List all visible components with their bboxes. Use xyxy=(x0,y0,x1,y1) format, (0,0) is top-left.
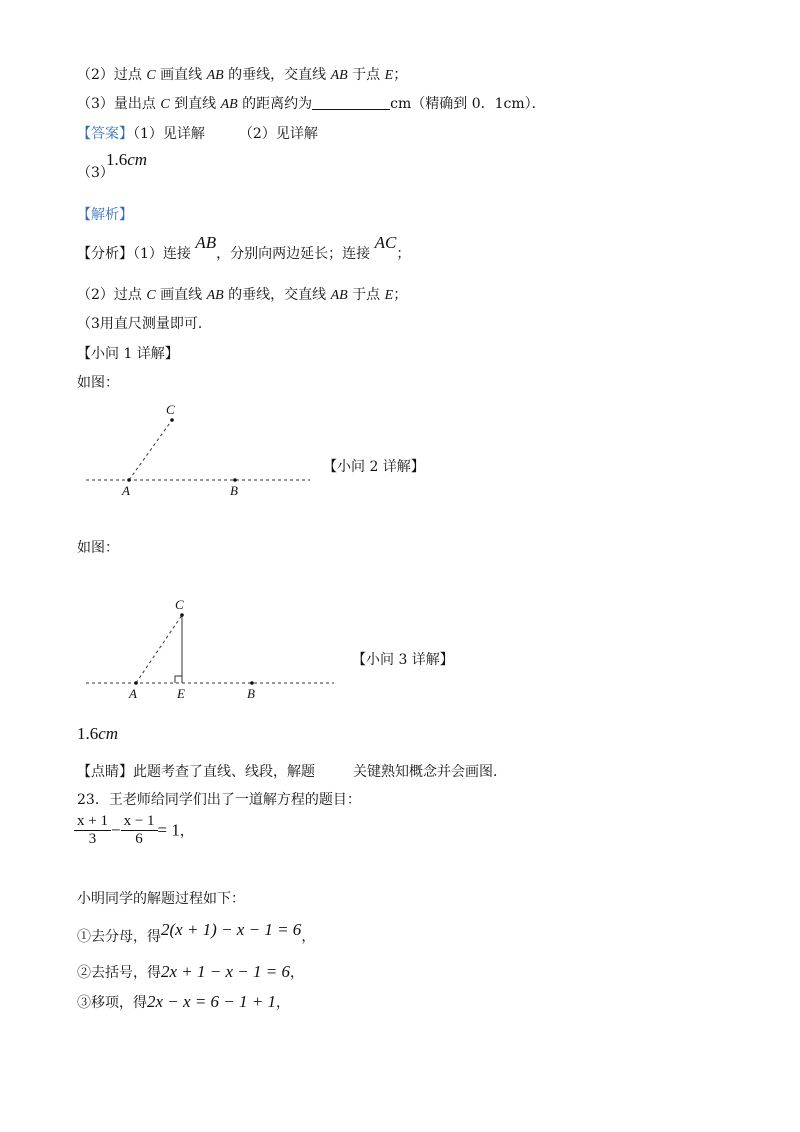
label-c: C xyxy=(175,597,184,612)
point-c xyxy=(170,418,174,422)
q23-step3: ③移项，得2x − x = 6 − 1 + 1， xyxy=(77,992,290,1011)
point-b xyxy=(233,478,237,482)
label-a: A xyxy=(122,483,130,498)
sub1-label: 【小问 1 详解】 xyxy=(77,346,179,362)
q-part3-line: （3）量出点 C 到直线 AB 的距离约为 cm（精确到 0．1cm）． xyxy=(77,96,546,112)
right-angle-mark xyxy=(175,676,182,683)
fenxi-line1: 【分析】（1）连接 AB，分别向两边延长；连接 AC； xyxy=(77,233,411,262)
q23-process: 小明同学的解题过程如下： xyxy=(77,891,245,907)
point-c xyxy=(180,613,184,617)
answer-line: 【答案】（1）见详解 （2）见详解 xyxy=(77,126,318,142)
q23-step2: ②去括号，得2x + 1 − x − 1 = 6， xyxy=(77,962,304,981)
label-c: C xyxy=(166,402,175,417)
point-a xyxy=(127,478,131,482)
segment-ac xyxy=(129,420,172,480)
fenxi-line3: （3用直尺测量即可． xyxy=(77,316,212,332)
answer-blank xyxy=(312,95,390,110)
q-part2-line: （2）过点 C 画直线 AB 的垂线，交直线 AB 于点 E； xyxy=(77,67,408,83)
q23-step1: ①去分母，得2(x + 1) − x − 1 = 6， xyxy=(77,920,316,945)
sub1-ru-tu: 如图： xyxy=(77,375,119,391)
fraction-2: $\frac{x - 1}{6}$ xyxy=(121,813,158,848)
sub3-value: 1.6cm xyxy=(77,724,119,743)
label-b: B xyxy=(247,686,255,701)
point-b xyxy=(250,681,254,685)
q23-intro: 23．王老师给同学们出了一道解方程的题目： xyxy=(77,792,361,808)
point-a xyxy=(134,681,138,685)
answer-part3-value: 1.6cm xyxy=(106,150,148,169)
answer-label: 【答案】 xyxy=(77,126,133,142)
label-b: B xyxy=(230,483,238,498)
answer-part3-prefix: （3） xyxy=(77,165,114,181)
sub3-label: 【小问 3 详解】 xyxy=(352,652,454,668)
dianjing-line: 【点睛】此题考查了直线、线段，解题 关键熟知概念并会画图． xyxy=(77,764,507,780)
label-a: A xyxy=(129,686,137,701)
sub2-ru-tu: 如图： xyxy=(77,540,119,556)
sub2-label: 【小问 2 详解】 xyxy=(323,459,425,475)
segment-ac xyxy=(136,615,182,683)
label-e: E xyxy=(177,686,185,701)
figure-1 xyxy=(80,396,320,500)
analysis-label: 【解析】 xyxy=(77,207,133,223)
fenxi-line2: （2）过点 C 画直线 AB 的垂线，交直线 AB 于点 E； xyxy=(77,287,408,303)
figure-2 xyxy=(80,594,340,706)
q23-equation: $\frac{x + 1}{3}$ − $\frac{x - 1}{6}$ = 1， xyxy=(74,813,194,848)
fraction-1: $\frac{x + 1}{3}$ xyxy=(74,813,111,848)
